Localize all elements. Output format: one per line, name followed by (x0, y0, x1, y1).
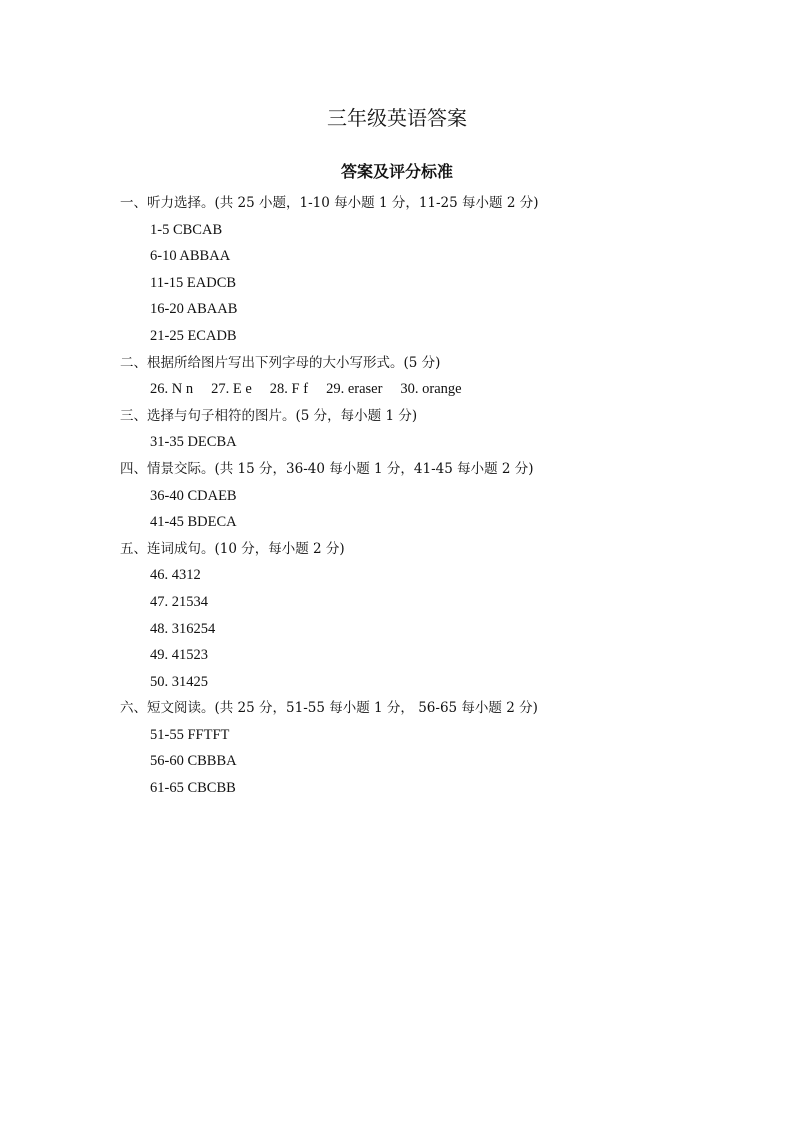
answer-line: 11-15 EADCB (150, 274, 237, 291)
section-heading-listening: 一、听力选择。(共 25 小题，1-10 每小题 1 分，11-25 每小题 2 分) (120, 195, 539, 211)
answer-line: 50. 31425 (150, 673, 208, 690)
inline-answer: 26. N n (150, 381, 194, 398)
answer-content (120, 190, 740, 802)
inline-answer: 28. F f (269, 381, 309, 398)
answer-line: 48. 316254 (150, 620, 216, 637)
answer-line: 46. 4312 (150, 567, 201, 584)
answer-line: 36-40 CDAEB (150, 487, 237, 504)
answer-line: 51-55 FFTFT (150, 726, 230, 743)
inline-answer: 29. eraser (326, 381, 383, 398)
answer-line: 6-10 ABBAA (150, 248, 231, 265)
answer-line: 21-25 ECADB (150, 327, 237, 344)
answer-line: 41-45 BDECA (150, 514, 237, 531)
section-heading-reading: 六、短文阅读。(共 25 分，51-55 每小题 1 分， 56-65 每小题 2 分) (120, 700, 538, 717)
section-heading-dialogue: 四、情景交际。(共 15 分，36-40 每小题 1 分，41-45 每小题 2 分) (120, 460, 534, 477)
section-heading-sentences: 五、连词成句。(10 分，每小题 2 分) (120, 540, 345, 557)
answer-line: 16-20 ABAAB (150, 301, 238, 318)
answer-line: 31-35 DECBA (150, 434, 237, 451)
section-heading-pictures: 三、选择与句子相符的图片。(5 分，每小题 1 分) (120, 407, 418, 424)
page-subtitle: 答案及评分标准 (340, 162, 453, 181)
answer-line: 49. 41523 (150, 647, 208, 664)
page-title: 三年级英语答案 (327, 106, 467, 130)
answer-line: 47. 21534 (150, 593, 208, 610)
inline-answer: 27. E e (211, 381, 252, 398)
answer-line-inline (120, 376, 740, 403)
answer-line: 61-65 CBCBB (150, 780, 236, 797)
section-heading-letters: 二、根据所给图片写出下列字母的大小写形式。(5 分) (120, 354, 441, 371)
inline-answer: 30. orange (400, 381, 462, 398)
answer-line: 56-60 CBBBA (150, 753, 237, 770)
answer-line: 1-5 CBCAB (150, 221, 223, 238)
